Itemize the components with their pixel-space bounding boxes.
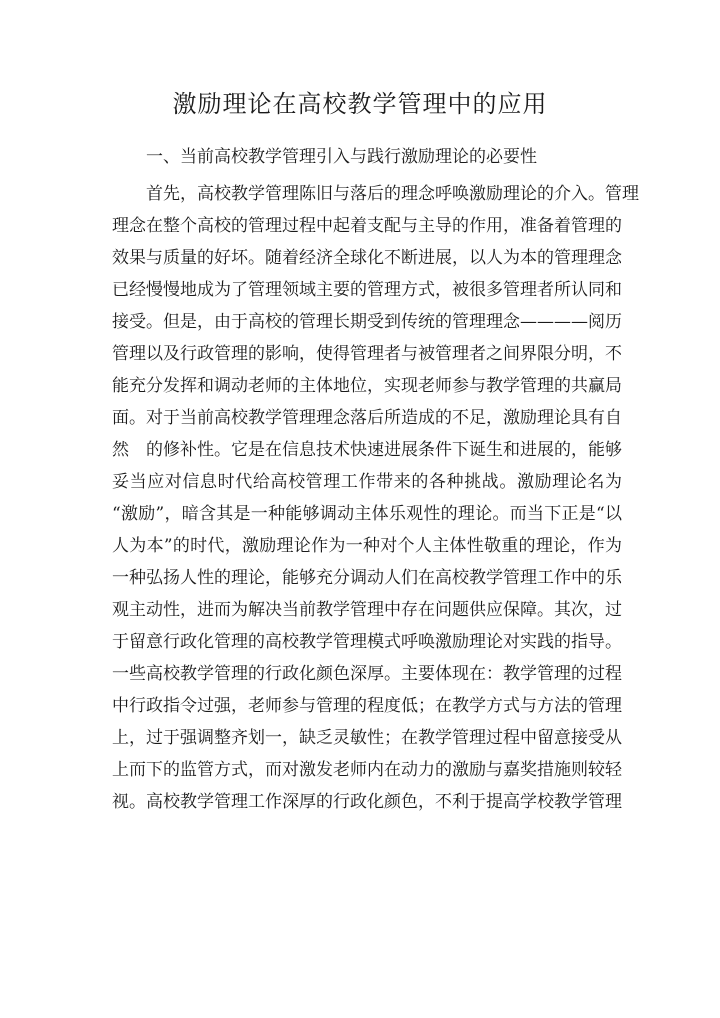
paragraph-line: 接受。但是，由于高校的管理长期受到传统的管理理念————阅历 <box>112 312 622 332</box>
paragraph-line: 一些高校教学管理的行政化颜色深厚。主要体现在：教学管理的过程 <box>112 664 622 684</box>
paragraph-line: 妥当应对信息时代给高校管理工作带来的各种挑战。激励理论名为 <box>112 472 622 492</box>
document-title: 激励理论在高校教学管理中的应用 <box>172 90 548 118</box>
paragraph-line: 效果与质量的好坏。随着经济全球化不断进展，以人为本的管理理念 <box>112 248 622 268</box>
paragraph-line: 人为本”的时代，激励理论作为一种对个人主体性敬重的理论，作为 <box>112 536 622 556</box>
paragraph-line: 面。对于当前高校教学管理理念落后所造成的不足，激励理论具有自 <box>112 408 622 428</box>
paragraph-line: 于留意行政化管理的高校教学管理模式呼唤激励理论对实践的指导。 <box>112 632 622 652</box>
paragraph-line: 上，过于强调整齐划一，缺乏灵敏性；在教学管理过程中留意接受从 <box>112 728 622 748</box>
paragraph-line: 能充分发挥和调动老师的主体地位，实现老师参与教学管理的共赢局 <box>112 376 622 396</box>
paragraph-line: 上而下的监管方式，而对激发老师内在动力的激励与嘉奖措施则较轻 <box>112 760 622 780</box>
paragraph-line: 管理以及行政管理的影响，使得管理者与被管理者之间界限分明，不 <box>112 344 622 364</box>
paragraph-line: 理念在整个高校的管理过程中起着支配与主导的作用，准备着管理的 <box>112 216 622 236</box>
paragraph-line: “激励”，暗含其是一种能够调动主体乐观性的理论。而当下正是“以 <box>112 504 622 524</box>
paragraph-line: 首先，高校教学管理陈旧与落后的理念呼唤激励理论的介入。管理 <box>146 184 639 204</box>
body-paragraph <box>112 178 639 818</box>
paragraph-line: 中行政指令过强，老师参与管理的程度低；在教学方式与方法的管理 <box>112 696 622 716</box>
paragraph-line: 视。高校教学管理工作深厚的行政化颜色，不利于提高学校教学管理 <box>112 792 622 812</box>
paragraph-line: 观主动性，进而为解决当前教学管理中存在问题供应保障。其次，过 <box>112 600 622 620</box>
paragraph-line: 然 的修补性。它是在信息技术快速进展条件下诞生和进展的，能够 <box>112 440 622 460</box>
paragraph-line: 已经慢慢地成为了管理领域主要的管理方式，被很多管理者所认同和 <box>112 280 622 300</box>
paragraph-line: 一种弘扬人性的理论，能够充分调动人们在高校教学管理工作中的乐 <box>112 568 622 588</box>
section-heading: 一、当前高校教学管理引入与践行激励理论的必要性 <box>146 147 537 167</box>
